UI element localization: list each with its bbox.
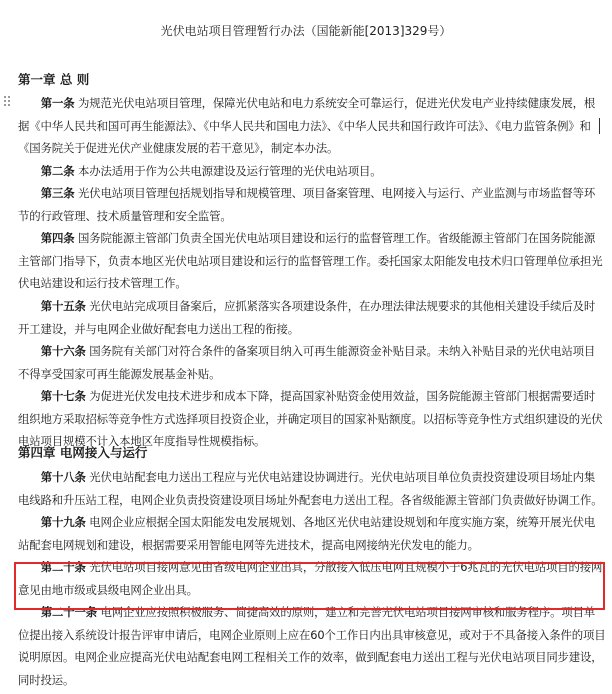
document-title: 光伏电站项目管理暂行办法（国能新能[2013]329号） [160, 24, 452, 38]
article-2: 第二条 本办法适用于作为公共电源建设及运行管理的光伏电站项目。 [40, 163, 382, 178]
article-4: 第四条 国务院能源主管部门负责全国光伏电站项目建设和运行的监督管理工作。省级能源主管部门在国务院能源主管部门指导下，负责本地区光伏电站项目建设和运行的监督管理工作。委托国家太阳能发电技术归口管理单位承担光伏电站建设和运行技术管理工作。 [18, 231, 603, 290]
articles-15-17-section [18, 295, 606, 453]
article-21: 第二十一条 电网企业应按照积极服务、简捷高效的原则，建立和完善光伏电站项目接网审核和服务程序。项目单位提出接入系统设计报告评审申请后，电网企业原则上应在60个工作日内出具审核意见，或对于不具备接入条件的项目说明原因。电网企业应提高光伏电站配套电网工程相关工作的效率，做到配套电力送出工程与光伏电站项目同步建设，同时投运。 [18, 605, 606, 687]
article-15: 第十五条 光伏电站完成项目备案后，应抓紧落实各项建设条件，在办理法律法规要求的其他相关建设手续后及时开工建设，并与电网企业做好配套电力送出工程的衔接。 [18, 299, 596, 336]
article-1: 第一条 为规范光伏电站项目管理，保障光伏电站和电力系统安全可靠运行，促进光伏发电产业持续健康发展，根据《中华人民共和国可再生能源法》、《中华人民共和国电力法》、《中华人民共和国行政许可法》、《电力监管条例》和《国务院关于促进光伏产业健康发展的若干意见》，制定本办法。 [18, 96, 596, 155]
chapter-1-section [18, 92, 606, 295]
chapter-heading: 第四章 电网接入与运行 [18, 445, 148, 460]
article-20: 第二十条 光伏电站项目接网意见由省级电网企业出具，分散接入低压电网且规模小于6兆瓦的光伏电站项目的接网意见由地市级或县级电网企业出具。 [18, 560, 603, 597]
chapter-heading: 第一章 总 则 [18, 72, 90, 87]
article-3: 第三条 光伏电站项目管理包括规划指导和规模管理、项目备案管理、电网接入与运行、产业监测与市场监督等环节的行政管理、技术质量管理和安全监管。 [18, 186, 596, 223]
article-17: 第十七条 为促进光伏发电技术进步和成本下降，提高国家补贴资金使用效益，国务院能源主管部门根据需要适时组织地方采取招标等竞争性方式选择项目投资企业，并确定项目的国家补贴额度。以招标等竞争性方式组织建设的光伏电站项目规模不计入本地区年度指导性规模指标。 [18, 389, 603, 448]
drag-handle-icon[interactable] [4, 96, 10, 110]
chapter-4-section [18, 466, 606, 691]
article-16: 第十六条 国务院有关部门对符合条件的备案项目纳入可再生能源资金补贴目录。未纳入补贴目录的光伏电站项目不得享受国家可再生能源发展基金补贴。 [18, 344, 596, 381]
article-18: 第十八条 光伏电站配套电力送出工程应与光伏电站建设协调进行。光伏电站项目单位负责投资建设项目场址内集电线路和升压站工程，电网企业负责投资建设项目场址外配套电力送出工程。各省级能源主管部门负责做好协调工作。 [18, 470, 603, 507]
article-19: 第十九条 电网企业应根据全国太阳能发电发展规划、各地区光伏电站建设规划和年度实施方案，统筹开展光伏电站配套电网规划和建设，根据需要采用智能电网等先进技术，提高电网接纳光伏发电的能力。 [18, 515, 596, 552]
text-cursor [599, 118, 600, 134]
